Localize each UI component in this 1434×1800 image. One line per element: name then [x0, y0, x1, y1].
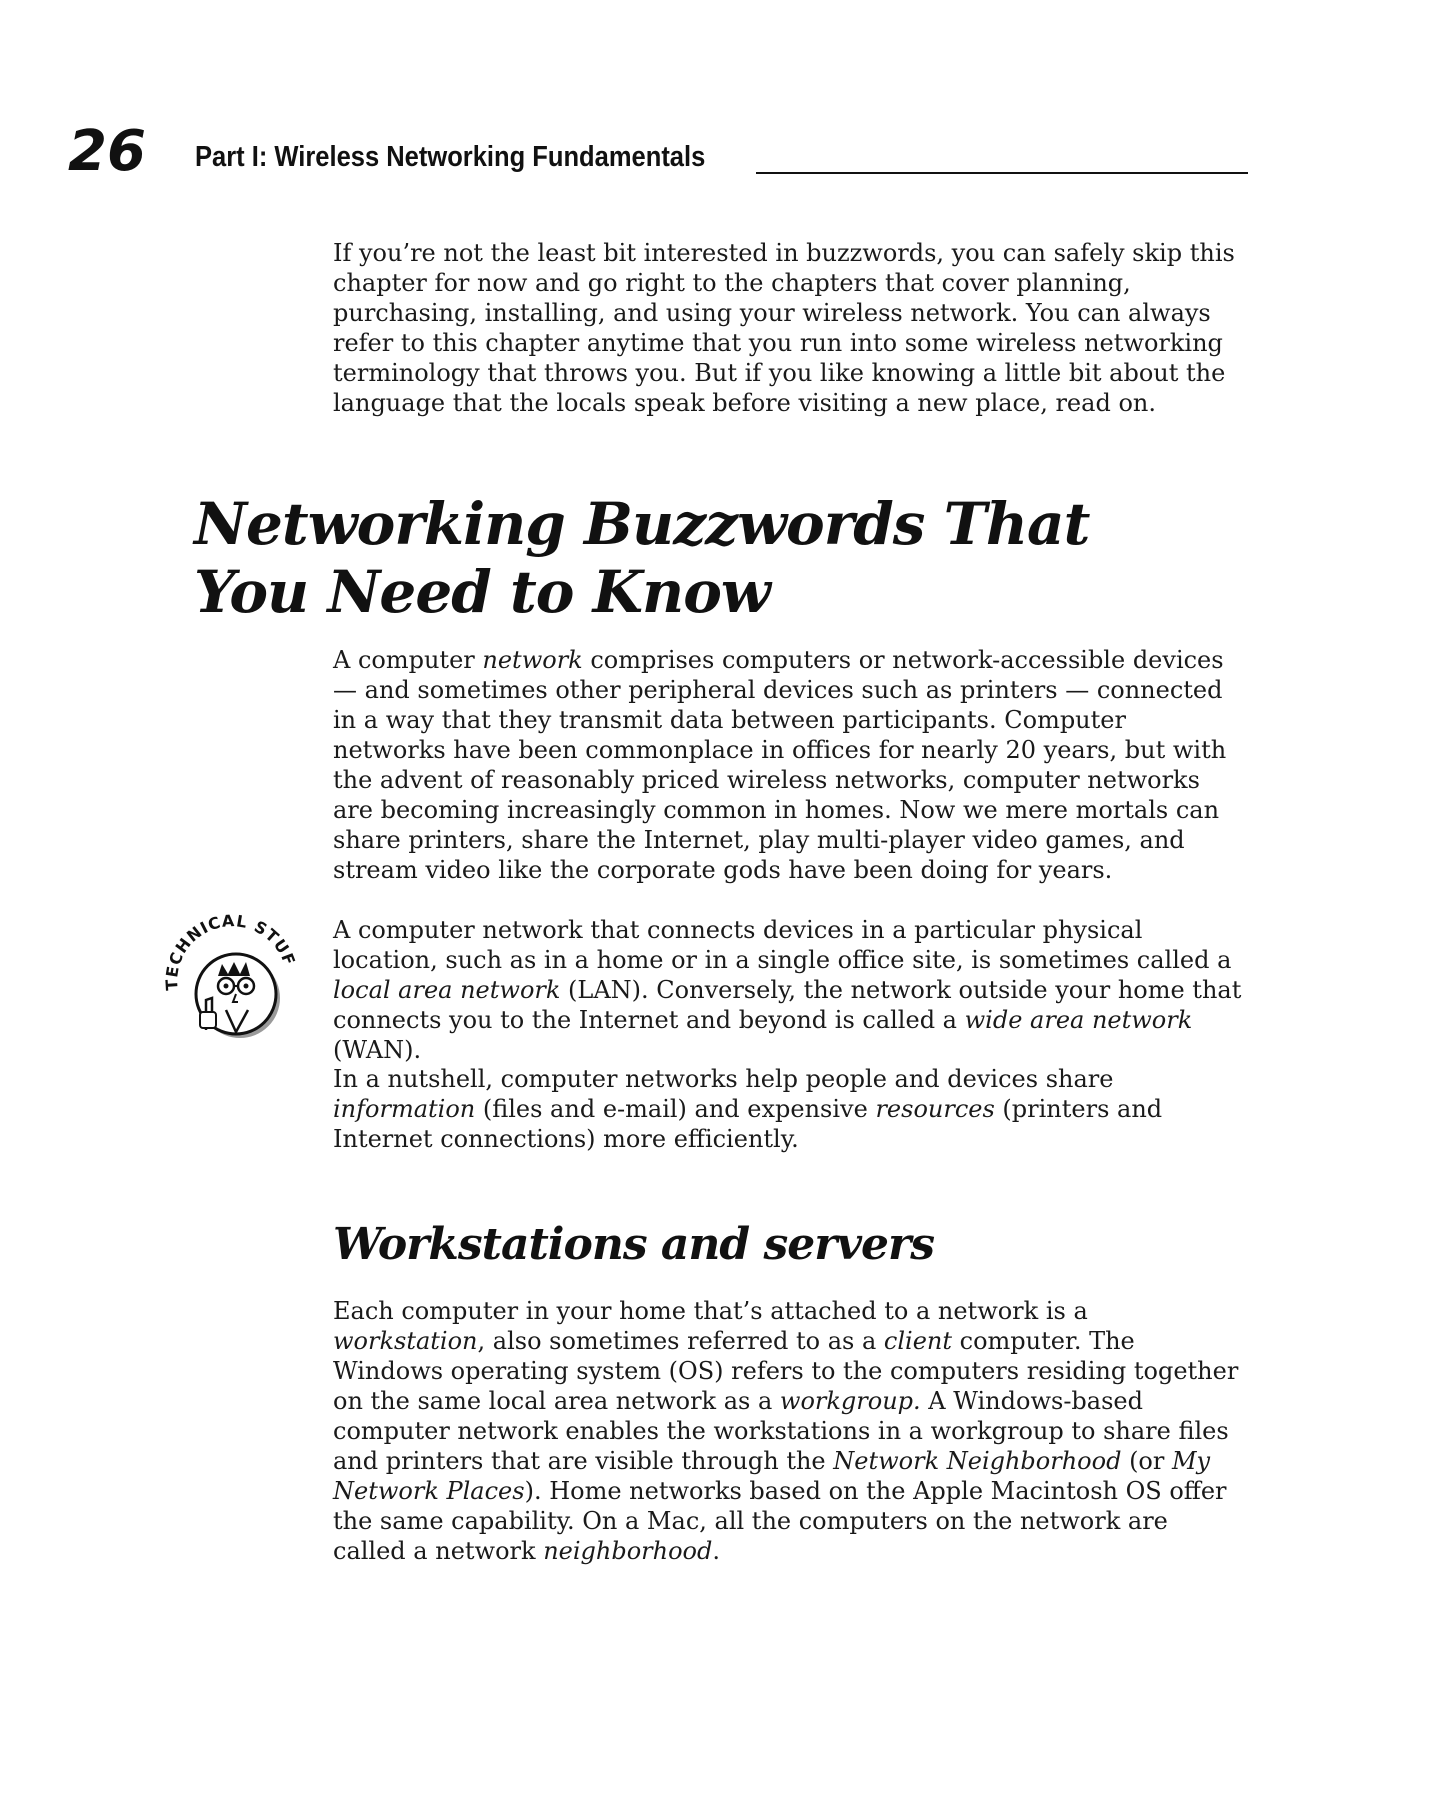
section-heading	[194, 490, 1094, 626]
page-header	[68, 119, 1248, 184]
network-definition-paragraph	[333, 645, 1243, 885]
term-neighborhood: neighborhood	[543, 1537, 713, 1565]
term-client: client	[883, 1327, 953, 1355]
term-workstation: workstation	[333, 1327, 478, 1355]
section-heading-line-2: You Need to Know	[194, 558, 770, 626]
term-workgroup: workgroup.	[779, 1387, 921, 1415]
nutshell-paragraph	[333, 1064, 1243, 1154]
paragraph-text: A computer network that connects devices in a particular physical location, such as in a home or in a single office site, is sometimes called a local area network (LAN). Conversely, the network outside your home that connects you to the Internet and beyond is called a wide area network (WAN).	[333, 916, 1242, 1064]
paragraph-text: Each computer in your home that’s attached to a network is a workstation, also sometimes referred to as a client computer. The Windows operating system (OS) refers to the computers residing together on the same local area network as a workgroup. A Windows-based computer network enables the workstations in a workgroup to share files and printers that are visible through the Network Neighborhood (or My Network Places). Home networks based on the Apple Macintosh OS offer the same capability. On a Mac, all the computers on the network are called a network neighborhood.	[333, 1297, 1239, 1565]
term-wan: wide area network	[964, 1006, 1193, 1034]
term-network: network	[482, 646, 583, 674]
workstation-paragraph	[333, 1296, 1243, 1566]
term-lan: local area network	[333, 976, 561, 1004]
lan-wan-paragraph	[333, 915, 1243, 1065]
technical-stuff-icon	[160, 912, 300, 1052]
term-network-neighborhood: Network Neighborhood	[833, 1447, 1122, 1475]
term-information: information	[333, 1095, 476, 1123]
term-resources: resources	[875, 1095, 995, 1123]
page-number: 26	[68, 119, 146, 184]
paragraph-text: A computer network comprises computers or network-accessible devices — and sometimes other peripheral devices such as printers — connected in a way that they transmit data between participants. Computer networks have been commonplace in offices for nearly 20 years, but with the advent of reasonably priced wireless networks, computer networks are becoming increasingly common in homes. Now we mere mortals can share printers, share the Internet, play multi-player video games, and stream video like the corporate gods have been doing for years.	[333, 646, 1227, 884]
term-my-network-places: My Network Places	[333, 1447, 1211, 1505]
icon-label: TECHNICAL STUF	[162, 912, 300, 991]
section-heading-line-1: Networking Buzzwords That	[194, 490, 1090, 558]
intro-paragraph	[333, 238, 1243, 418]
subsection-heading: Workstations and servers	[333, 1219, 934, 1270]
running-head: Part I: Wireless Networking Fundamentals	[195, 141, 706, 173]
intro-text: If you’re not the least bit interested in buzzwords, you can safely skip this chapter for now and go right to the chapters that cover planning, purchasing, installing, and using your wireless network. You can always refer to this chapter anytime that you run into some wireless networking terminology that throws you. But if you like knowing a little bit about the language that the locals speak before visiting a new place, read on.	[333, 239, 1235, 417]
header-rule	[756, 172, 1248, 174]
paragraph-text: In a nutshell, computer networks help people and devices share information (files and e-mail) and expensive resources (printers and Internet connections) more efficiently.	[333, 1065, 1163, 1153]
